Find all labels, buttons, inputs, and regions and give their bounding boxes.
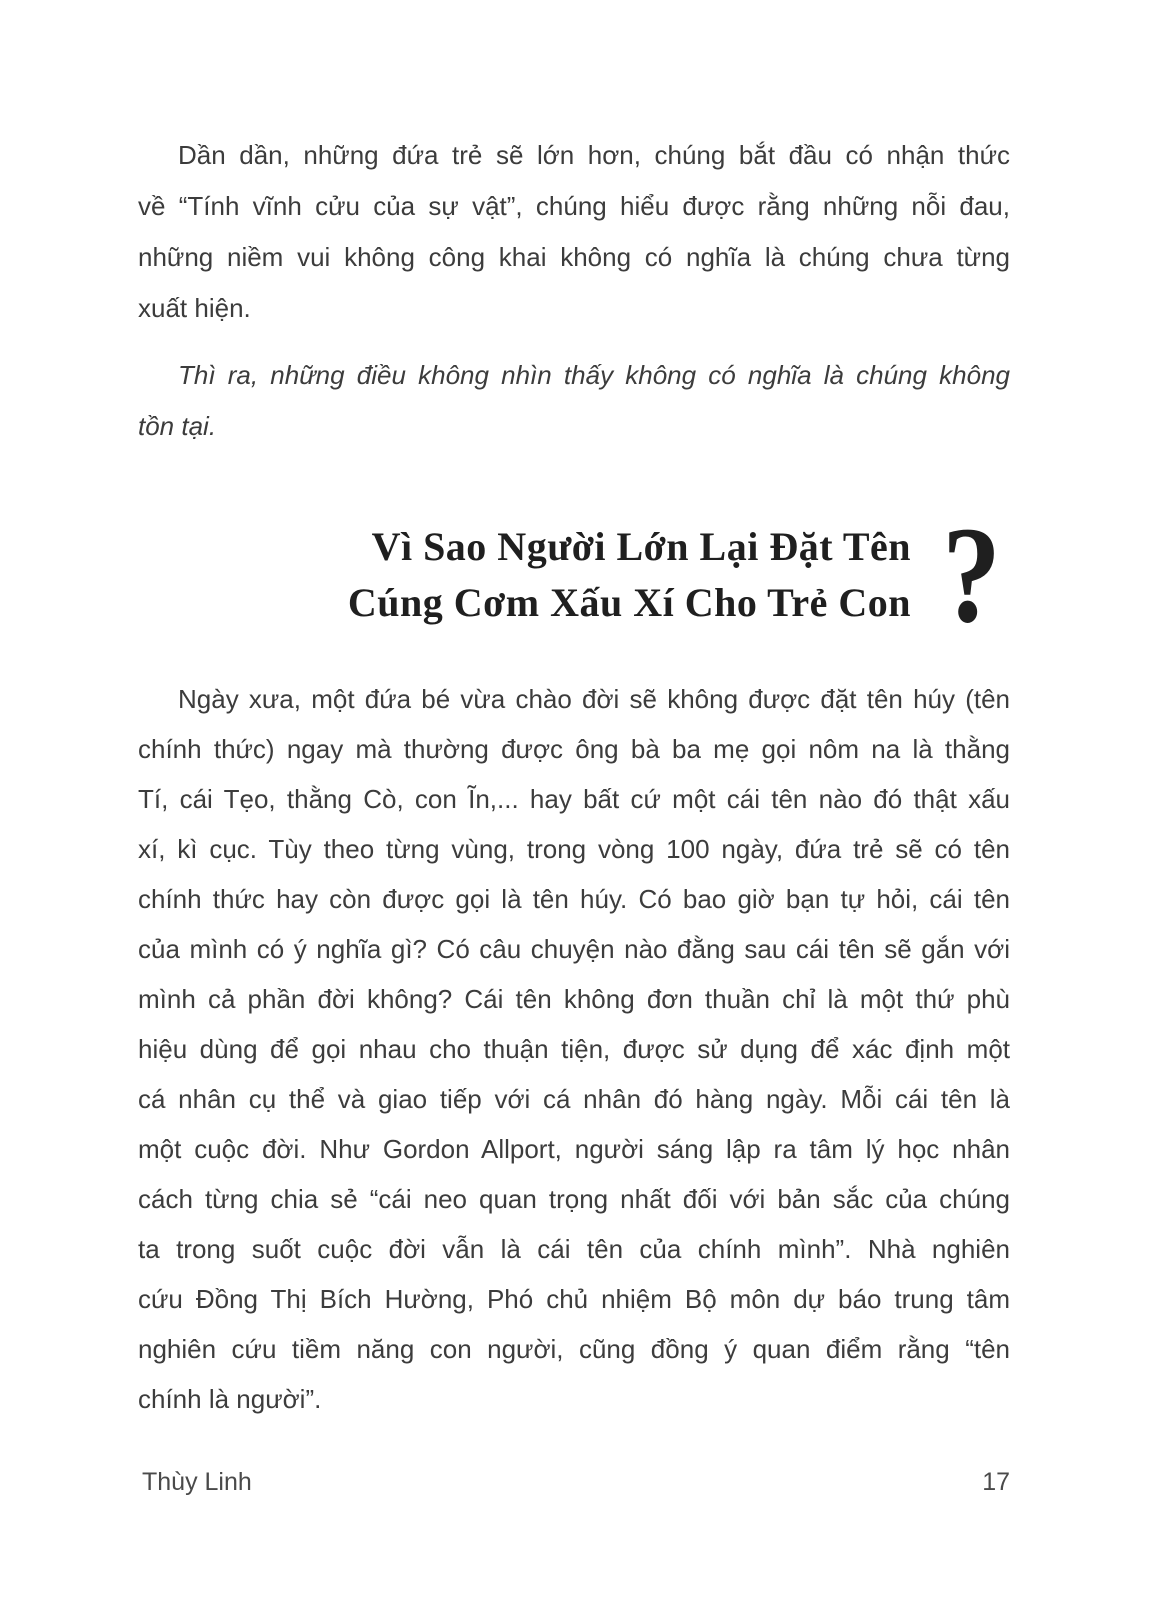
text-line: những niềm vui không công khai không có nghĩa là chúng chưa từng <box>138 242 1010 272</box>
footer-author: Thùy Linh <box>142 1468 252 1496</box>
chapter-title <box>348 519 911 631</box>
text-line: cách từng chia sẻ “cái neo quan trọng nhất đối với bản sắc của chúng <box>138 1184 1010 1214</box>
text-line: cứu Đồng Thị Bích Hường, Phó chủ nhiệm Bộ môn dự báo trung tâm <box>138 1284 1010 1314</box>
text-line: một cuộc đời. Như Gordon Allport, người sáng lập ra tâm lý học nhân <box>138 1134 1010 1164</box>
text-line: chính thức) ngay mà thường được ông bà ba mẹ gọi nôm na là thằng <box>138 734 1010 764</box>
chapter-title-line2: Cúng Cơm Xấu Xí Cho Trẻ Con <box>347 579 911 625</box>
text-line: xí, kì cục. Tùy theo từng vùng, trong vòng 100 ngày, đứa trẻ sẽ có tên <box>138 834 1010 864</box>
text-line: của mình có ý nghĩa gì? Có câu chuyện nào đằng sau cái tên sẽ gắn với <box>138 934 1010 964</box>
text-line: mình cả phần đời không? Cái tên không đơn thuần chỉ là một thứ phù <box>138 984 1010 1014</box>
text-line: Dần dần, những đứa trẻ sẽ lớn hơn, chúng bắt đầu có nhận thức <box>178 140 1010 170</box>
text-line: chính thức hay còn được gọi là tên húy. Có bao giờ bạn tự hỏi, cái tên <box>138 884 1010 914</box>
chapter-title-line1: Vì Sao Người Lớn Lại Đặt Tên <box>371 523 911 569</box>
paragraph-italic-reflection <box>138 350 1010 452</box>
text-line: hiệu dùng để gọi nhau cho thuận tiện, được sử dụng để xác định một <box>138 1034 1010 1064</box>
text-line: cá nhân cụ thể và giao tiếp với cá nhân đó hàng ngày. Mỗi cái tên là <box>138 1084 1010 1114</box>
text-line: ta trong suốt cuộc đời vẫn là cái tên của chính mình”. Nhà nghiên <box>138 1234 1010 1264</box>
text-line: xuất hiện. <box>138 293 251 323</box>
page-footer <box>142 1468 1010 1497</box>
footer-page-number: 17 <box>982 1468 1010 1496</box>
text-line: nghiên cứu tiềm năng con người, cũng đồng ý quan điểm rằng “tên <box>138 1334 1010 1364</box>
question-mark-ornament: ? <box>942 498 1001 651</box>
text-line: Ngày xưa, một đứa bé vừa chào đời sẽ không được đặt tên húy (tên <box>178 684 1010 714</box>
paragraph-permanence <box>138 130 1010 334</box>
paragraph-naming-tradition <box>138 674 1010 1424</box>
text-line: Thì ra, những điều không nhìn thấy không có nghĩa là chúng không <box>178 360 1010 390</box>
text-line: tồn tại. <box>138 411 217 441</box>
text-line: chính là người”. <box>138 1384 322 1414</box>
text-line: Tí, cái Tẹo, thằng Cò, con Ĩn,... hay bất cứ một cái tên nào đó thật xấu <box>138 784 1010 814</box>
text-line: về “Tính vĩnh cửu của sự vật”, chúng hiểu được rằng những nỗi đau, <box>138 191 1010 221</box>
chapter-heading <box>138 498 1010 651</box>
